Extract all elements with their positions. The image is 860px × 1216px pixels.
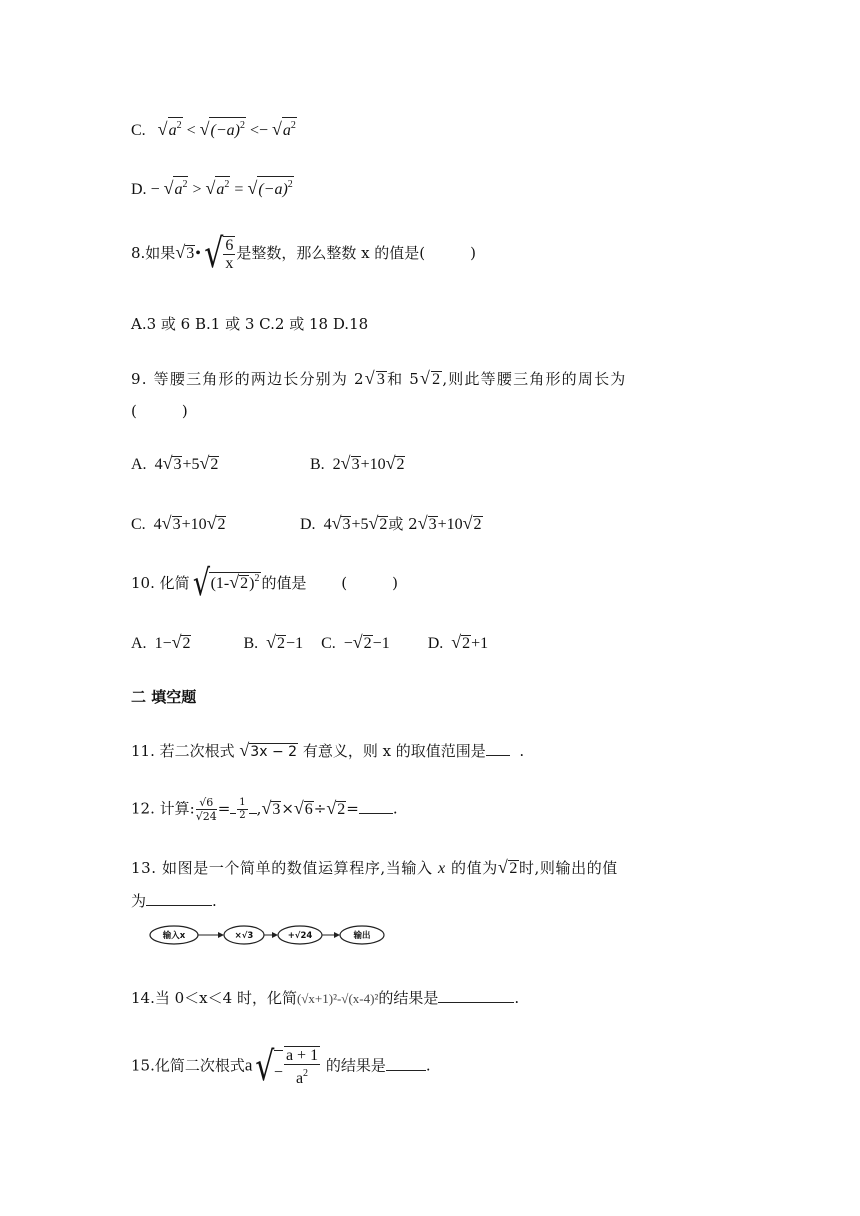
big-radical: √	[204, 231, 224, 277]
flow-arrowhead	[334, 932, 340, 938]
q14-expression-image: (√x+1)²-√(x-4)²	[296, 991, 379, 1006]
fraction-6-over-x: $\frac{6}{x}$	[225, 237, 234, 272]
flow-node-output-label: 输出	[353, 931, 371, 941]
q8-suffix: 是整数，那么整数 x 的值是( )	[236, 244, 477, 262]
question-8	[131, 231, 477, 277]
fraction: $\frac{a + 1}{a^2}$	[285, 1047, 319, 1087]
dot-operator: •	[195, 245, 201, 262]
option-label: C.	[131, 122, 146, 139]
flow-node-times-label: ×√3	[234, 931, 254, 941]
q10-options: A. 1−√2 B. √2−1 C. −√2−1 D. √2+1	[131, 632, 489, 652]
q10-suffix: 的值是 ( )	[261, 574, 398, 592]
q14-prefix: 14.当 0＜x＜4 时，化简	[131, 989, 297, 1007]
minus: −	[150, 181, 160, 198]
sqrt-three: √3	[364, 368, 387, 388]
answer-blank[interactable]	[146, 890, 212, 906]
q9-text: 和 5	[387, 370, 421, 388]
q10-prefix: 10. 化简	[131, 574, 190, 592]
q10-radicand: $(1-√2)^2$	[210, 572, 260, 592]
greater-than: >	[192, 181, 202, 198]
q8-prefix: 8.如果	[131, 244, 176, 262]
question-9-line1	[131, 367, 626, 391]
q11-suffix: 有意义，则 x 的取值范围是	[302, 742, 486, 760]
sqrt-expr: $√a^2$	[271, 119, 296, 139]
option-c-line	[131, 117, 297, 142]
sqrt-expr: $√a^2$	[157, 119, 182, 139]
big-radical: √	[192, 563, 210, 604]
q9-option-c: C. 4√3+10√2	[131, 513, 226, 533]
sqrt-expr: $√a^2$	[163, 178, 188, 198]
sqrt-expr: √3x − 2	[239, 740, 298, 760]
flow-arrowhead	[218, 932, 224, 938]
question-13-line2: 为 .	[131, 892, 217, 910]
big-radical: √	[255, 1043, 275, 1090]
flow-node-input-label: 输入x	[162, 931, 186, 941]
q9-option-a: A. 4√3+5√2	[131, 453, 219, 473]
sqrt-expr: $√a^2$	[205, 178, 230, 198]
answer-blank[interactable]	[386, 1055, 426, 1071]
q15-prefix: 15.化简二次根式	[131, 1056, 245, 1075]
q15-suffix: 的结果是	[325, 1056, 386, 1075]
q9-text: 9. 等腰三角形的两边长分别为 2	[131, 370, 365, 388]
question-11: 11. 若二次根式 √3x − 2 有意义，则 x 的取值范围是 .	[131, 739, 524, 763]
less-than: <	[186, 122, 196, 139]
q9-option-b: B. 2√3+10√2	[310, 453, 405, 473]
flow-arrowhead	[272, 932, 278, 938]
sqrt-three: √3	[175, 242, 195, 262]
question-9-line2: ( )	[131, 402, 188, 420]
q11-prefix: 11. 若二次根式	[131, 742, 240, 760]
question-14: 14.当 0＜x＜4 时，化简(√x+1)²-√(x-4)²的结果是 .	[131, 989, 520, 1007]
sqrt-expr: $√(-a)^2$	[247, 178, 293, 198]
question-13-line1: 13. 如图是一个简单的数值运算程序,当输入 x 的值为√2时,则输出的值	[131, 857, 618, 877]
equals: =	[234, 181, 244, 198]
answer-blank[interactable]	[486, 740, 510, 756]
q14-suffix: 的结果是	[378, 989, 439, 1007]
flowchart	[148, 924, 388, 946]
section-heading: 二 填空题	[131, 688, 197, 706]
question-8-options: A.3 或 6 B.1 或 3 C.2 或 18 D.18	[131, 315, 369, 333]
q12-prefix: 12. 计算:	[131, 799, 195, 818]
fraction: $\frac{√6}{√24}$	[195, 796, 217, 823]
answer-blank[interactable]	[359, 798, 393, 814]
sqrt-two: √2	[420, 368, 442, 388]
q9-text: ,则此等腰三角形的周长为	[442, 370, 627, 388]
question-15: 15.化简二次根式a√− $\frac{a + 1}{a^2}$ 的结果是 .	[131, 1043, 431, 1090]
answer-fraction: $\frac{1}{2}$	[239, 797, 246, 821]
less-than-neg: <−	[249, 122, 268, 139]
flow-node-plus-label: +√24	[287, 931, 313, 941]
option-d-line	[131, 176, 294, 201]
question-10	[131, 563, 398, 604]
sqrt-expr: $√(-a)^2$	[199, 119, 245, 139]
q9-option-d: D. 4√3+5√2或 2√3+10√2	[300, 513, 482, 533]
option-label: D.	[131, 181, 147, 198]
answer-blank[interactable]	[438, 987, 514, 1003]
question-12: 12. 计算: $\frac{√6}{√24}$ = $\frac{1}{2}$ ,√3×√6÷√2= .	[131, 796, 398, 823]
